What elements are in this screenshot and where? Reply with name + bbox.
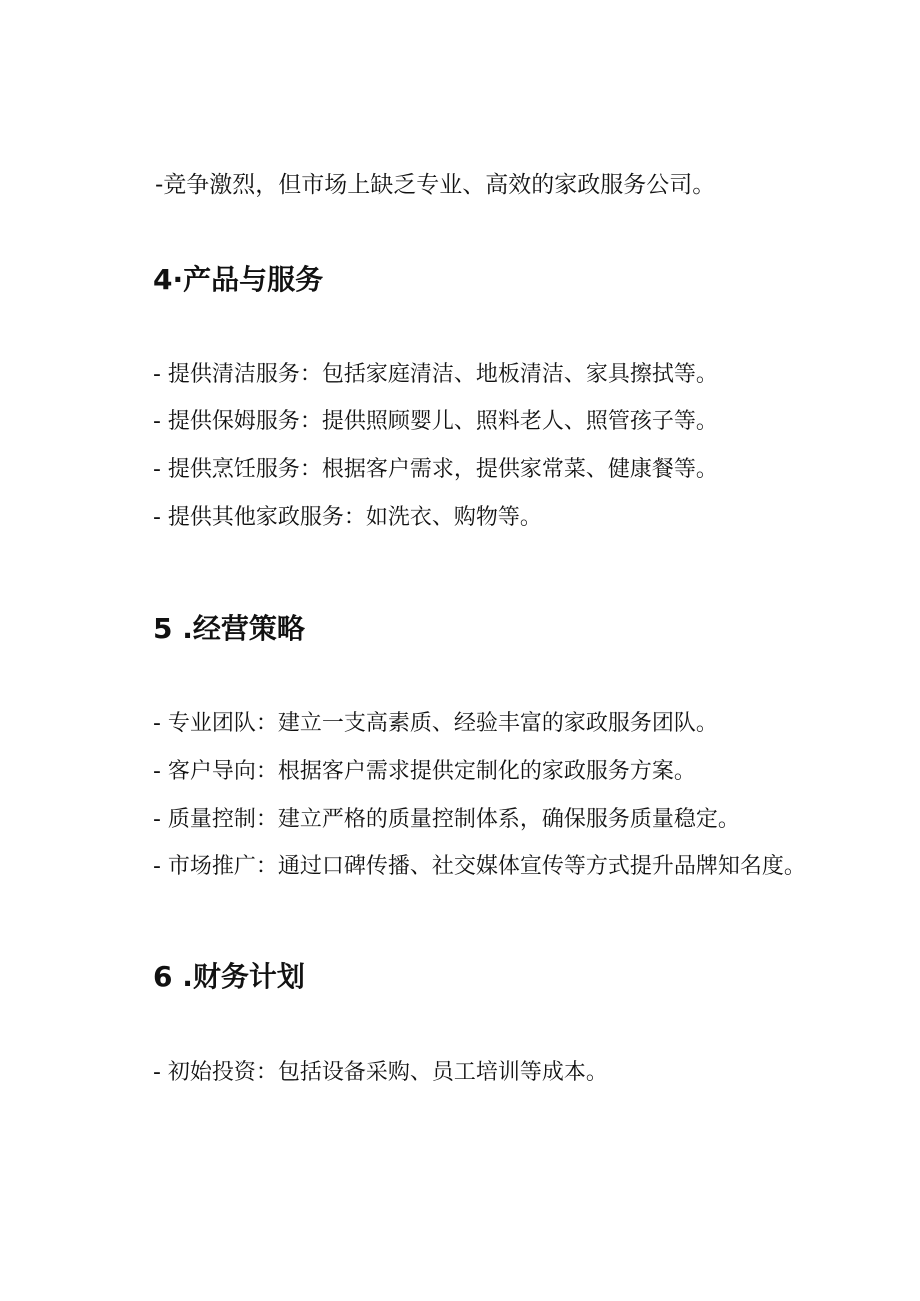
list-item: - 初始投资：包括设备采购、员工培训等成本。 <box>153 1060 608 1085</box>
section-heading-products-services: 4·产品与服务 <box>153 263 324 296</box>
section-heading-business-strategy: 5 .经营策略 <box>153 612 305 645</box>
list-item: - 专业团队：建立一支高素质、经验丰富的家政服务团队。 <box>153 711 718 736</box>
list-item: - 质量控制：建立严格的质量控制体系，确保服务质量稳定。 <box>153 807 740 832</box>
list-item: - 市场推广：通过口碑传播、社交媒体宣传等方式提升品牌知名度。 <box>153 854 806 879</box>
list-item: - 提供清洁服务：包括家庭清洁、地板清洁、家具擦拭等。 <box>153 362 718 387</box>
list-item: - 提供其他家政服务：如洗衣、购物等。 <box>153 505 542 530</box>
intro-line: -竞争激烈，但市场上缺乏专业、高效的家政服务公司。 <box>155 172 716 198</box>
list-item: - 提供烹饪服务：根据客户需求，提供家常菜、健康餐等。 <box>153 457 718 482</box>
list-item: - 提供保姆服务：提供照顾婴儿、照料老人、照管孩子等。 <box>153 409 718 434</box>
section-heading-financial-plan: 6 .财务计划 <box>153 960 305 993</box>
list-item: - 客户导向：根据客户需求提供定制化的家政服务方案。 <box>153 759 696 784</box>
